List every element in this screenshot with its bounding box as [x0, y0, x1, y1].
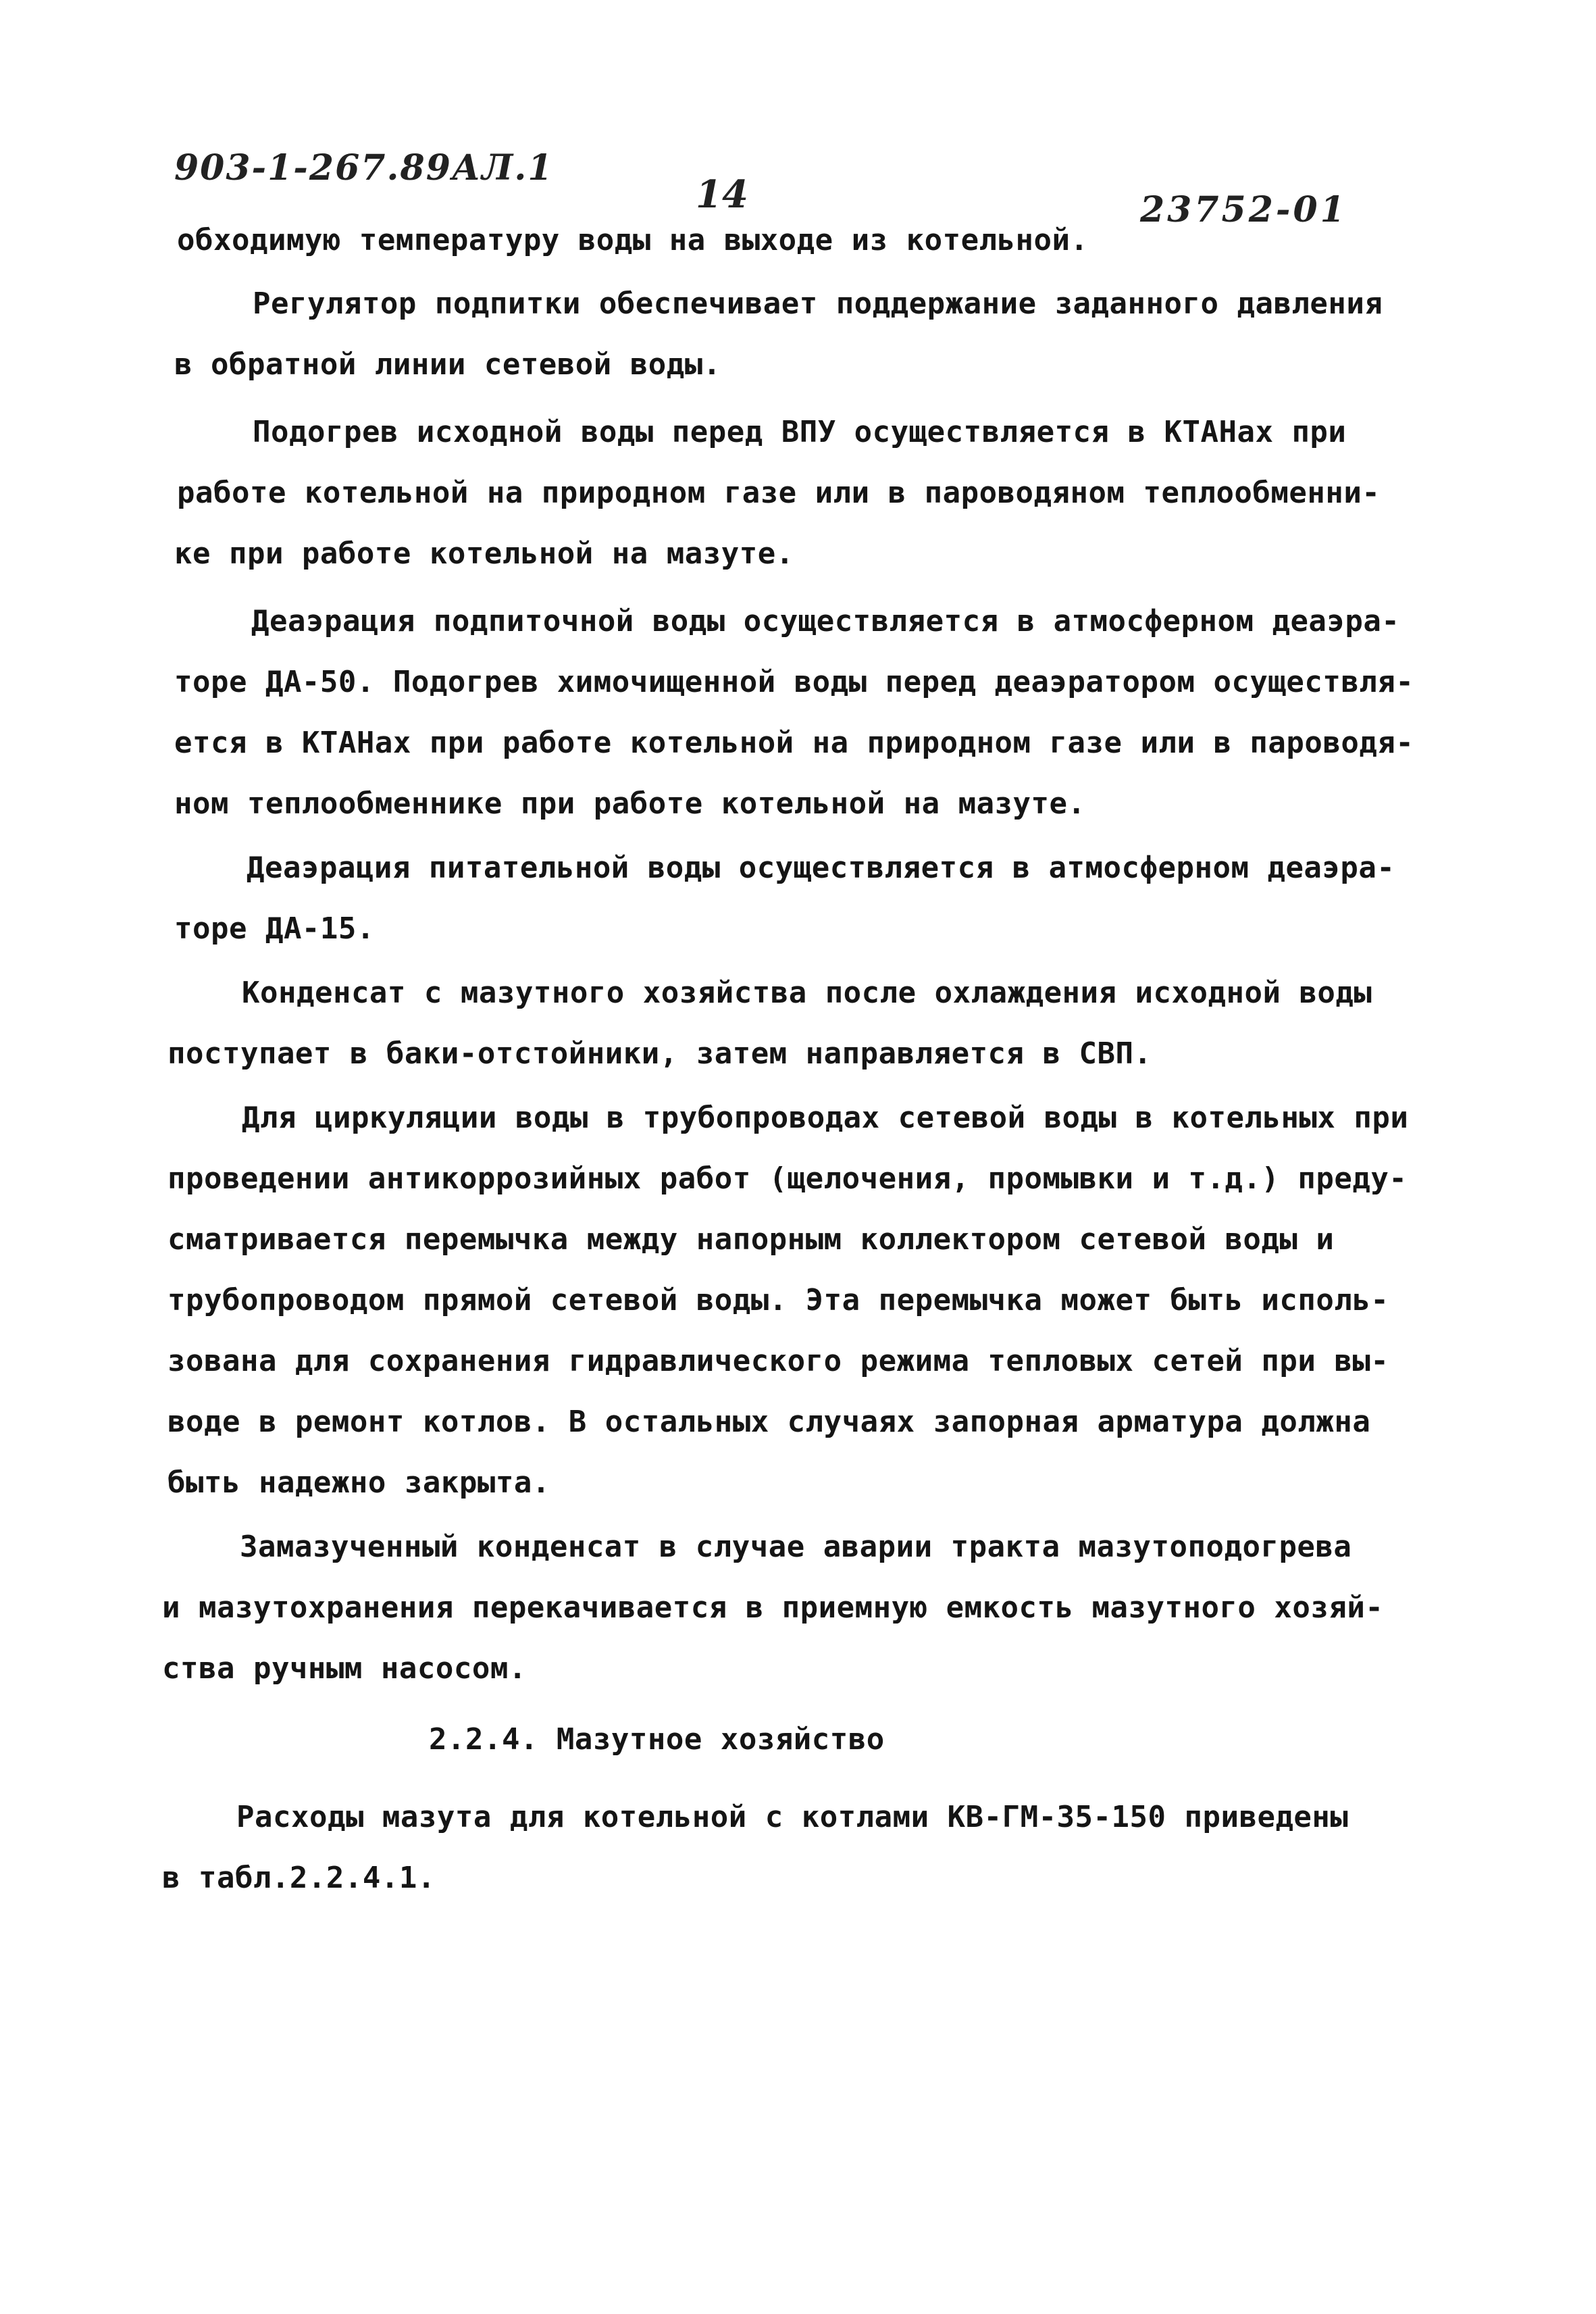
text-line: воде в ремонт котлов. В остальных случаях запорная арматура должна	[168, 1405, 1371, 1439]
sheet-code: 23752-01	[1140, 189, 1347, 230]
text-line: ства ручным насосом.	[162, 1651, 527, 1686]
text-line: Расходы мазута для котельной с котлами КВ-ГМ-35-150 приведены	[236, 1800, 1349, 1834]
text-line: Деаэрация подпиточной воды осуществляется в атмосферном деаэра-	[251, 604, 1400, 638]
text-line: ке при работе котельной на мазуте.	[174, 536, 794, 571]
text-line: Для циркуляции воды в трубопроводах сетевой воды в котельных при	[242, 1101, 1409, 1135]
text-line: работе котельной на природном газе или в пароводяном теплообменни-	[177, 476, 1381, 510]
text-line: в обратной линии сетевой воды.	[174, 347, 721, 382]
text-line: в табл.2.2.4.1.	[162, 1861, 436, 1895]
text-line: сматривается перемычка между напорным коллектором сетевой воды и	[168, 1222, 1335, 1257]
text-line: торе ДА-15.	[174, 911, 375, 946]
text-line: торе ДА-50. Подогрев химочищенной воды перед деаэратором осуществля-	[174, 665, 1414, 699]
text-line: и мазутохранения перекачивается в приемную емкость мазутного хозяй-	[162, 1590, 1384, 1625]
document-code: 903-1-267.89АЛ.1	[174, 147, 554, 188]
text-line: проведении антикоррозийных работ (щелочения, промывки и т.д.) преду-	[168, 1161, 1408, 1196]
section-heading: 2.2.4. Мазутное хозяйство	[429, 1722, 885, 1757]
text-line: Деаэрация питательной воды осуществляется в атмосферном деаэра-	[247, 851, 1395, 885]
text-line: Замазученный конденсат в случае аварии тракта мазутоподогрева	[240, 1530, 1352, 1564]
page-number: 14	[696, 172, 748, 217]
text-line: ется в КТАНах при работе котельной на природном газе или в пароводя-	[174, 726, 1414, 760]
text-line: быть надежно закрыта.	[168, 1465, 550, 1500]
text-line: Конденсат с мазутного хозяйства после охлаждения исходной воды	[242, 976, 1372, 1010]
text-line: зована для сохранения гидравлического режима тепловых сетей при вы-	[168, 1344, 1389, 1378]
text-line: обходимую температуру воды на выходе из котельной.	[177, 223, 1089, 257]
text-line: трубопроводом прямой сетевой воды. Эта перемычка может быть исполь-	[168, 1283, 1389, 1317]
text-line: ном теплообменнике при работе котельной на мазуте.	[174, 786, 1086, 821]
text-line: Регулятор подпитки обеспечивает поддержание заданного давления	[253, 286, 1383, 321]
text-line: поступает в баки-отстойники, затем направляется в СВП.	[168, 1036, 1152, 1071]
text-line: Подогрев исходной воды перед ВПУ осуществляется в КТАНах при	[253, 415, 1347, 449]
